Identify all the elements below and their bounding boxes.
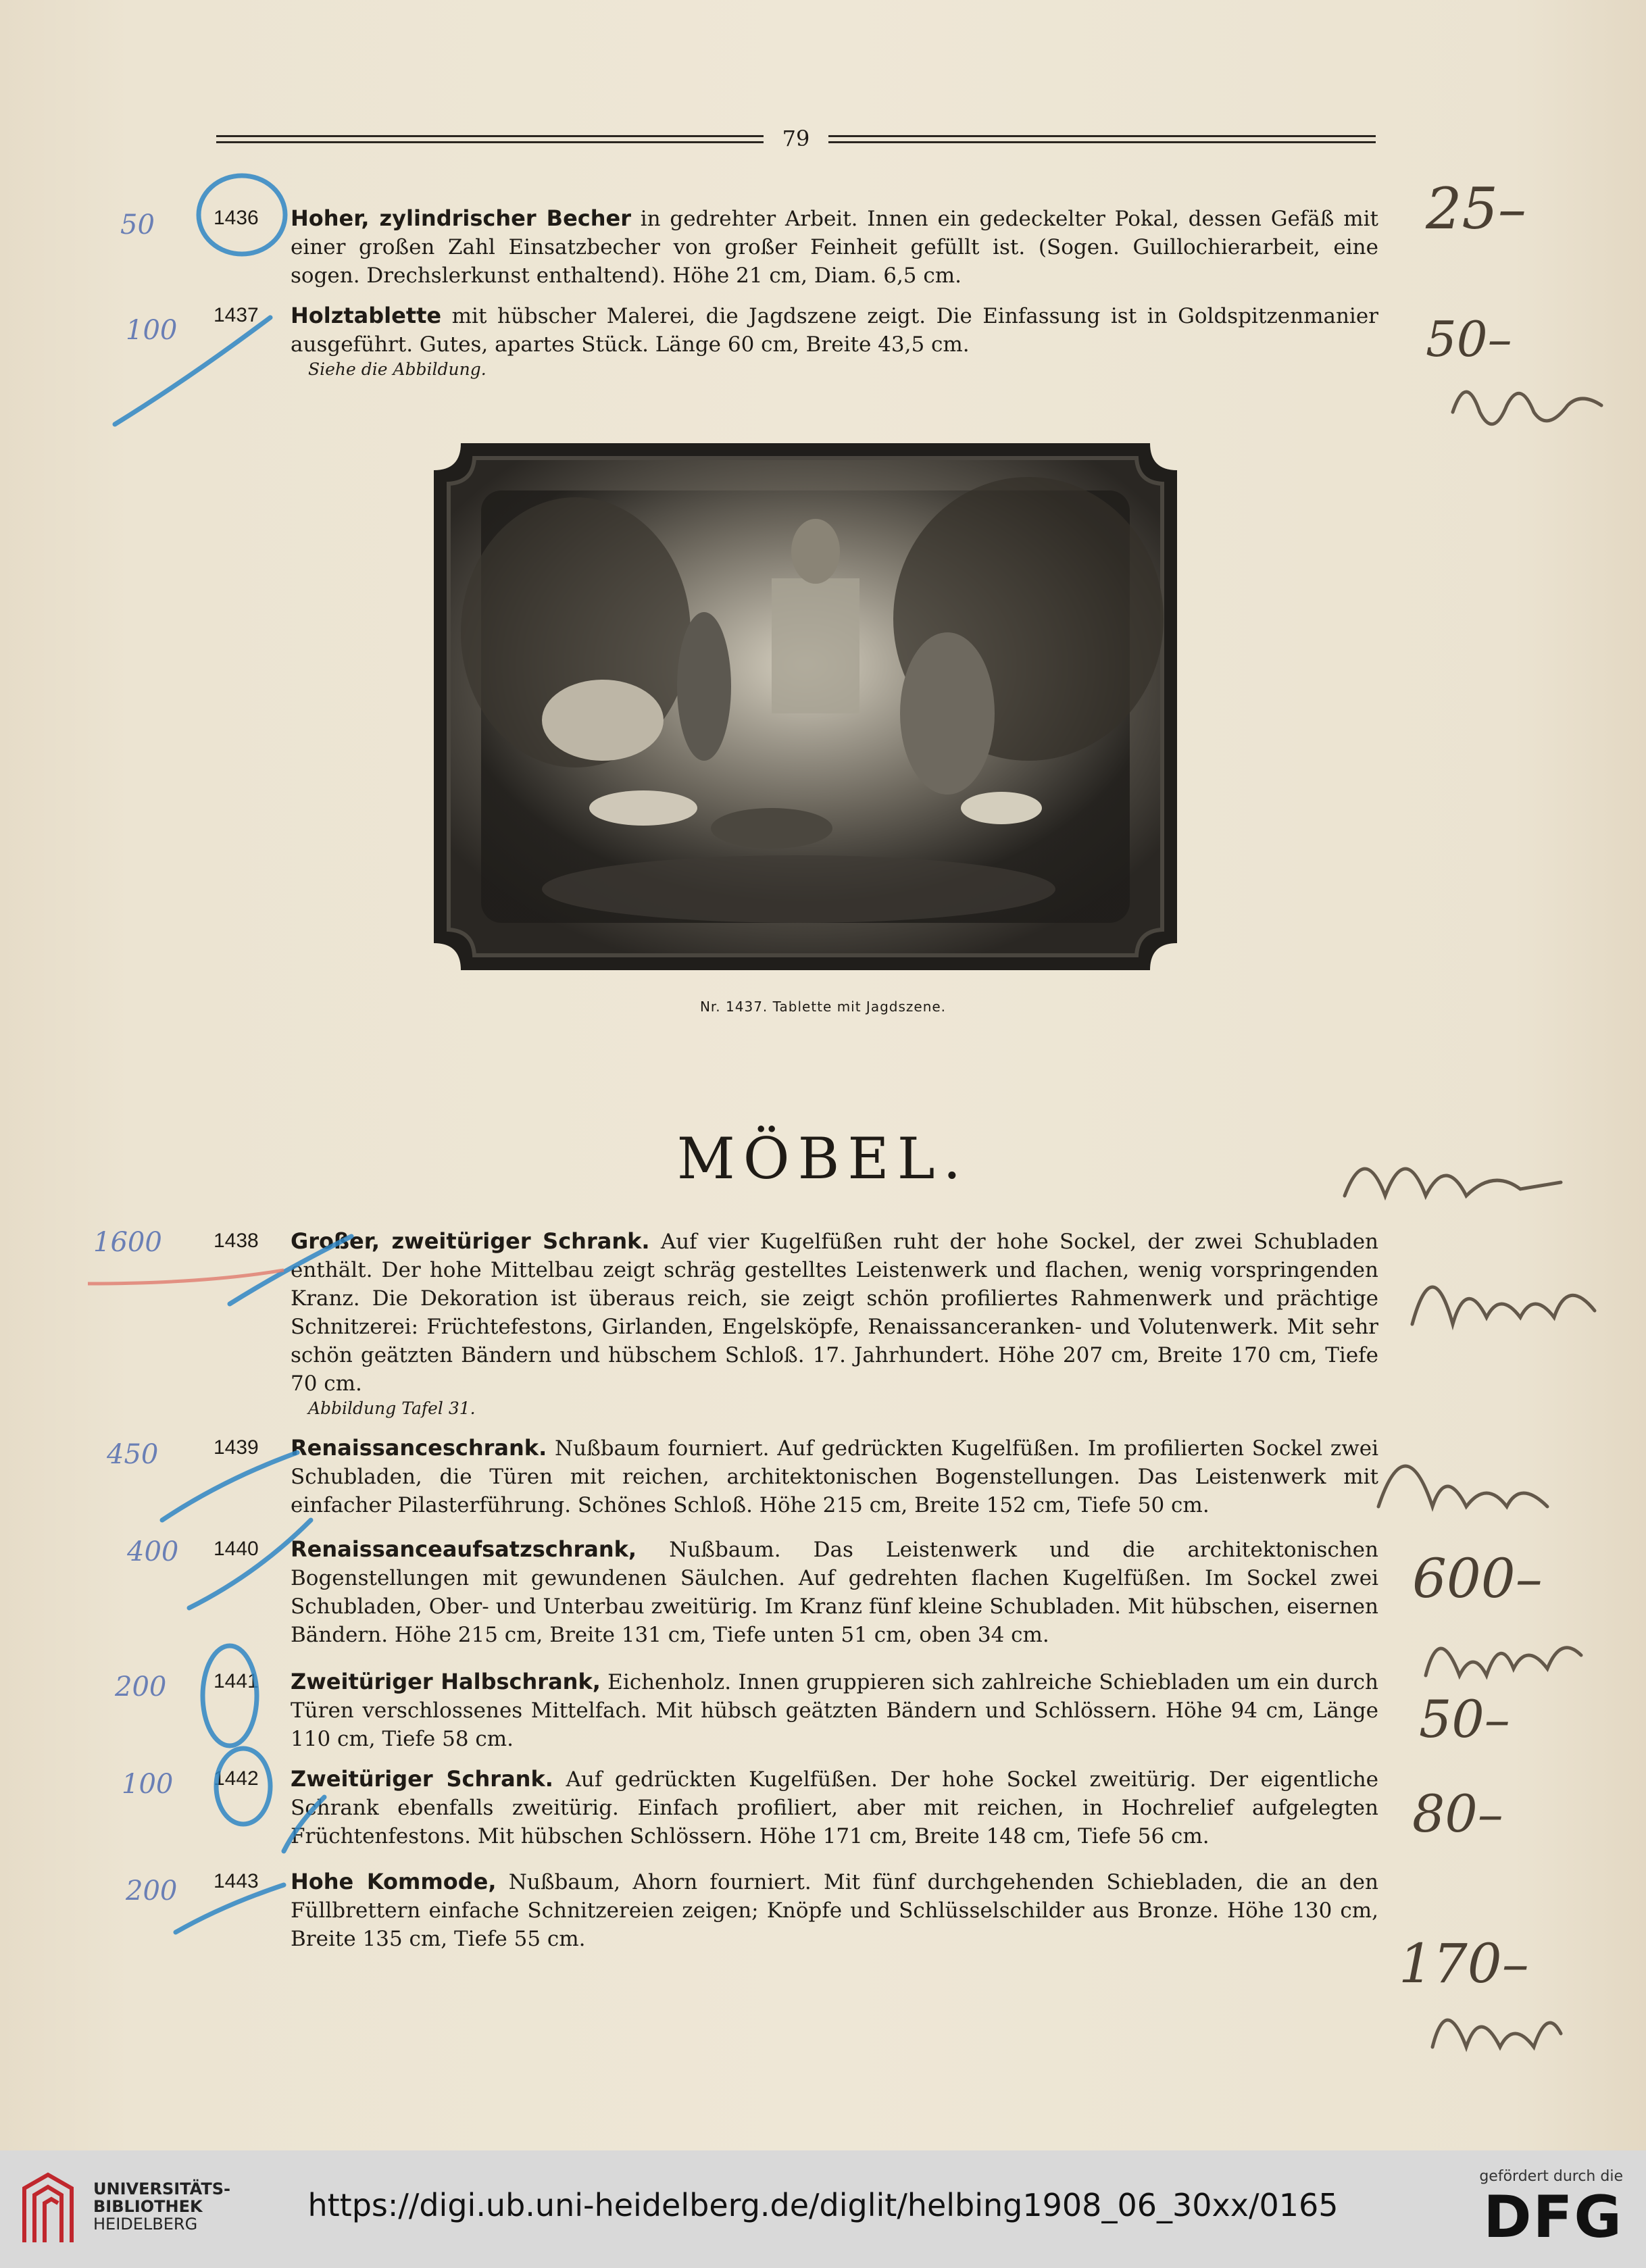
signature-1438	[1345, 1169, 1561, 1196]
lot-number: 1443	[214, 1870, 259, 1892]
dfg-logo: DFG	[1483, 2184, 1623, 2251]
lot-number: 1439	[214, 1436, 259, 1459]
signature-1437	[1453, 392, 1601, 424]
lot-title: Großer, zweitüriger Schrank.	[291, 1228, 650, 1254]
lot-description: Eichenholz. Innen gruppieren sich zahlreiche Schiebladen um ein durch Türen verschlossenes Mittelfach. Mit hübsch geätzten Bändern und Schlössern. Höhe 94 cm, Länge 110 cm, Tiefe 58 cm.	[291, 1670, 1379, 1751]
lot-title: Holztablette	[291, 303, 442, 328]
permalink-url[interactable]: https://digi.ub.uni-heidelberg.de/diglit/helbing1908_06_30xx/0165	[307, 2187, 1339, 2223]
signature-1439	[1412, 1287, 1595, 1324]
section-title: MÖBEL.	[676, 1126, 970, 1192]
signature-1441	[1426, 1648, 1581, 1675]
margin-result: 80–	[1412, 1784, 1503, 1844]
lot-title: Zweitüriger Halbschrank,	[291, 1669, 601, 1694]
funder-block	[1479, 2168, 1623, 2250]
lot-number: 1440	[214, 1538, 259, 1560]
margin-estimate: 200	[126, 1875, 178, 1907]
margin-estimate: 50	[120, 209, 155, 241]
lot-number: 1436	[214, 207, 259, 229]
lot-number: 1441	[214, 1670, 259, 1692]
lot-description: mit hübscher Malerei, die Jagdszene zeigt. Die Einfassung ist in Goldspitzenmanier ausgeführt. Gutes, apartes Stück. Länge 60 cm, Breite 43,5 cm.	[291, 304, 1378, 357]
viewer-footer	[0, 2150, 1646, 2268]
lot-title: Hoher, zylindrischer Becher	[291, 205, 632, 231]
lot-title: Renaissanceschrank.	[291, 1435, 547, 1461]
margin-estimate: 200	[115, 1671, 167, 1703]
lot-description: Auf vier Kugelfüßen ruht der hohe Sockel, der zwei Schubladen enthält. Der hohe Mittelbau zeigt schräg gestelltes Leistenwerk und flachen, wenig vorspringenden Kranz. Die Dekoration ist überaus reich, sie zeigt schön profiliertes Rahmenwerk und prächtige Schnitzerei: Früchtefestons, Girlanden, Engelsköpfe, Renaissanceranken- und Volutenwerk. Mit sehr schön geätzten Bändern und hübschem Schloß. 17. Jahrhundert. Höhe 207 cm, Breite 170 cm, Tiefe 70 cm.	[291, 1230, 1379, 1396]
signature-1440	[1378, 1466, 1547, 1507]
margin-estimate: 450	[107, 1439, 159, 1470]
lot-description: Nußbaum, Ahorn fourniert. Mit fünf durchgehenden Schiebladen, die an den Füllbrettern einfache Schnitzereien zeigen; Knöpfe und Schlüsselschilder aus Bronze. Höhe 130 cm, Breite 135 cm, Tiefe 55 cm.	[291, 1870, 1378, 1951]
figure-reference: Siehe die Abbildung.	[308, 359, 487, 379]
margin-result: 50–	[1419, 1689, 1510, 1749]
library-name: UNIVERSITÄTS- BIBLIOTHEK HEIDELBERG	[93, 2179, 231, 2234]
margin-result: 50–	[1426, 311, 1512, 368]
lot-title: Zweitüriger Schrank.	[291, 1766, 553, 1792]
margin-estimate: 1600	[93, 1227, 162, 1258]
lot-number: 1437	[214, 304, 259, 326]
margin-result: 600–	[1412, 1547, 1543, 1610]
margin-result: 170–	[1399, 1932, 1529, 1995]
margin-estimate: 400	[127, 1536, 179, 1567]
lot-number: 1442	[214, 1767, 259, 1790]
plate-reference: Abbildung Tafel 31.	[308, 1398, 476, 1418]
margin-estimate: 100	[122, 1769, 174, 1800]
lot-number: 1438	[214, 1230, 259, 1252]
margin-estimate: 100	[126, 315, 178, 346]
lot-description: Auf gedrückten Kugelfüßen. Der hohe Sockel zweitürig. Der eigentliche Schrank ebenfalls zweitürig. Einfach profiliert, aber mit reichen, in Hochrelief aufgelegten Früchtenfestons. Mit hübschen Schlössern. Höhe 171 cm, Breite 148 cm, Tiefe 56 cm.	[291, 1767, 1379, 1848]
signature-1443	[1432, 2020, 1561, 2047]
funded-by-label: gefördert durch die	[1479, 2168, 1623, 2185]
lot-description: Nußbaum fourniert. Auf gedrückten Kugelfüßen. Im profilierten Sockel zwei Schubladen, die Türen mit reichen, architektonischen Bogenstellungen. Das Leistenwerk mit einfacher Pilasterführung. Schönes Schloß. Höhe 215 cm, Breite 152 cm, Tiefe 50 cm.	[291, 1436, 1378, 1517]
lot-description: Nußbaum. Das Leistenwerk und die architektonischen Bogenstellungen mit gewundenen Säulchen. Auf gedrehten flachen Kugelfüßen. Im Sockel zwei Schubladen, Ober- und Unterbau zweitürig. Im Kranz fünf kleine Schubladen. Mit hübschen, eisernen Bändern. Höhe 215 cm, Breite 131 cm, Tiefe unten 51 cm, oben 34 cm.	[291, 1538, 1378, 1647]
figure-caption: Nr. 1437. Tablette mit Jagdszene.	[699, 999, 947, 1015]
page-number: 79	[782, 126, 810, 151]
lot-description: in gedrehter Arbeit. Innen ein gedeckelter Pokal, dessen Gefäß mit einer großen Zahl Einsatzbecher von großer Feinheit gefüllt ist. (Sogen. Guillochierarbeit, eine sogen. Drechslerkunst enthaltend). Höhe 21 cm, Diam. 6,5 cm.	[291, 207, 1379, 288]
lot-title: Renaissanceaufsatzschrank,	[291, 1536, 637, 1562]
margin-result: 25–	[1426, 176, 1526, 242]
lot-title: Hohe Kommode,	[291, 1869, 497, 1894]
